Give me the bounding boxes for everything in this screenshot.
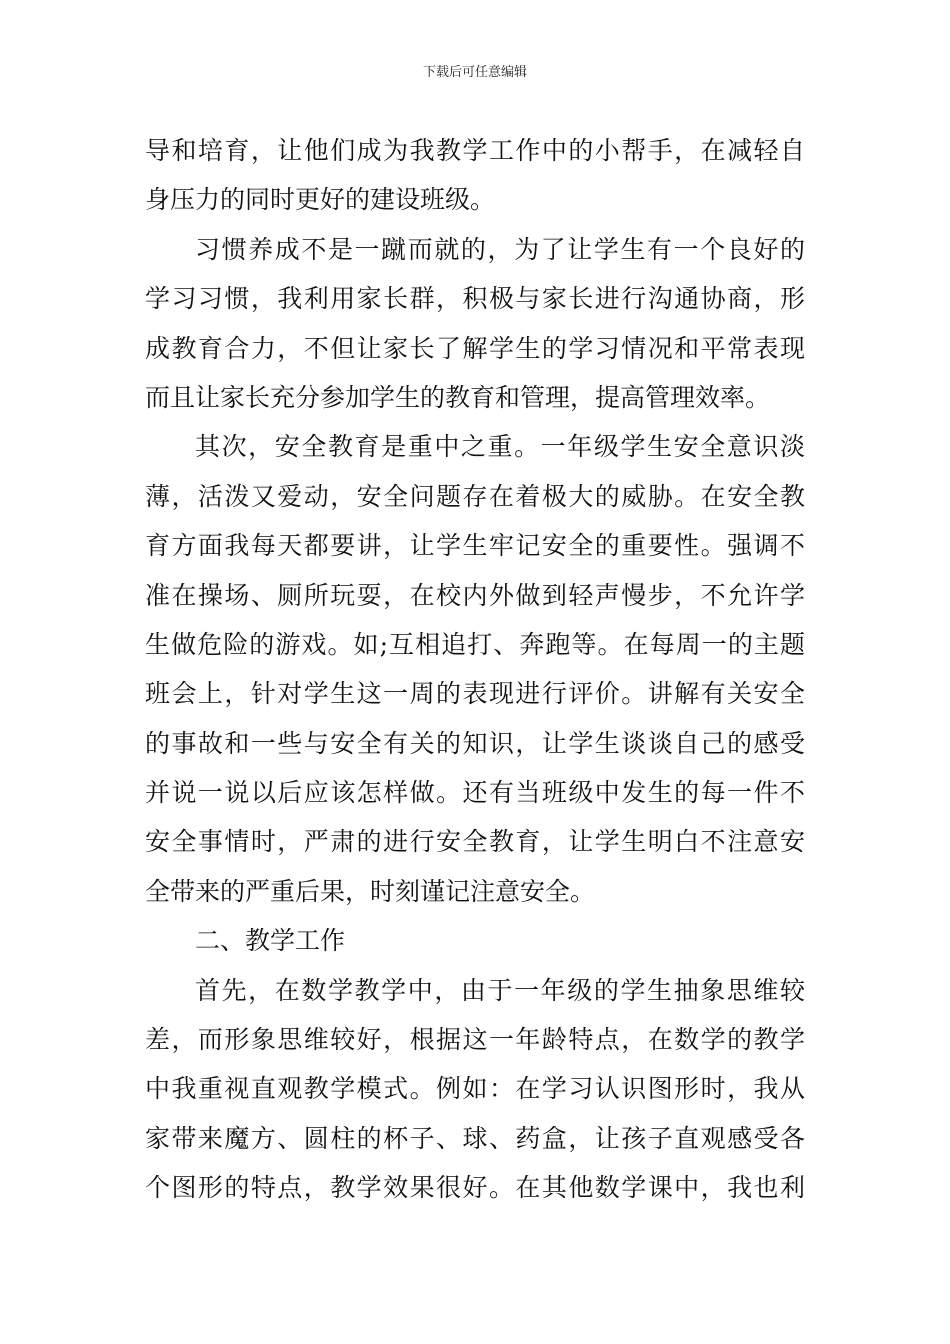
text-line: 二、教学工作 xyxy=(195,926,346,956)
text-line: 其次，安全教育是重中之重。一年级学生安全意识淡 xyxy=(195,432,805,462)
text-line: 导和培育，让他们成为我教学工作中的小帮手，在减轻自 xyxy=(145,136,805,165)
text-line: 生做危险的游戏。如;互相追打、奔跑等。在每周一的主题 xyxy=(145,629,805,659)
text-line: 班会上，针对学生这一周的表现进行评价。讲解有关安全 xyxy=(145,679,805,709)
text-line: 薄，活泼又爱动，安全问题存在着极大的威胁。在安全教 xyxy=(145,481,805,511)
text-line: 中我重视直观教学模式。例如：在学习认识图形时，我从 xyxy=(145,1074,805,1104)
text-line: 个图形的特点，教学效果很好。在其他数学课中，我也利 xyxy=(145,1173,805,1203)
text-line: 安全事情时，严肃的进行安全教育，让学生明白不注意安 xyxy=(145,827,805,857)
text-line: 成教育合力，不但让家长了解学生的学习情况和平常表现 xyxy=(145,333,805,363)
text-line: 全带来的严重后果，时刻谨记注意安全。 xyxy=(145,876,596,906)
page-header: 下载后可任意编辑 xyxy=(422,65,527,80)
text-line: 家带来魔方、圆柱的杯子、球、药盒，让孩子直观感受各 xyxy=(145,1123,805,1153)
text-line: 准在操场、厕所玩耍，在校内外做到轻声慢步，不允许学 xyxy=(145,580,805,610)
text-line: 的事故和一些与安全有关的知识，让学生谈谈自己的感受 xyxy=(145,728,805,758)
text-line: 并说一说以后应该怎样做。还有当班级中发生的每一件不 xyxy=(145,778,805,808)
text-line: 习惯养成不是一蹴而就的，为了让学生有一个良好的 xyxy=(195,234,805,264)
body-text xyxy=(145,126,805,1213)
text-line: 学习习惯，我利用家长群，积极与家长进行沟通协商，形 xyxy=(145,284,805,314)
text-line: 身压力的同时更好的建设班级。 xyxy=(145,185,496,215)
text-line: 育方面我每天都要讲，让学生牢记安全的重要性。强调不 xyxy=(145,531,805,561)
text-line: 差，而形象思维较好，根据这一年龄特点，在数学的教学 xyxy=(145,1025,805,1055)
text-line: 首先，在数学教学中，由于一年级的学生抽象思维较 xyxy=(195,975,805,1005)
text-line: 而且让家长充分参加学生的教育和管理，提高管理效率。 xyxy=(145,382,771,412)
